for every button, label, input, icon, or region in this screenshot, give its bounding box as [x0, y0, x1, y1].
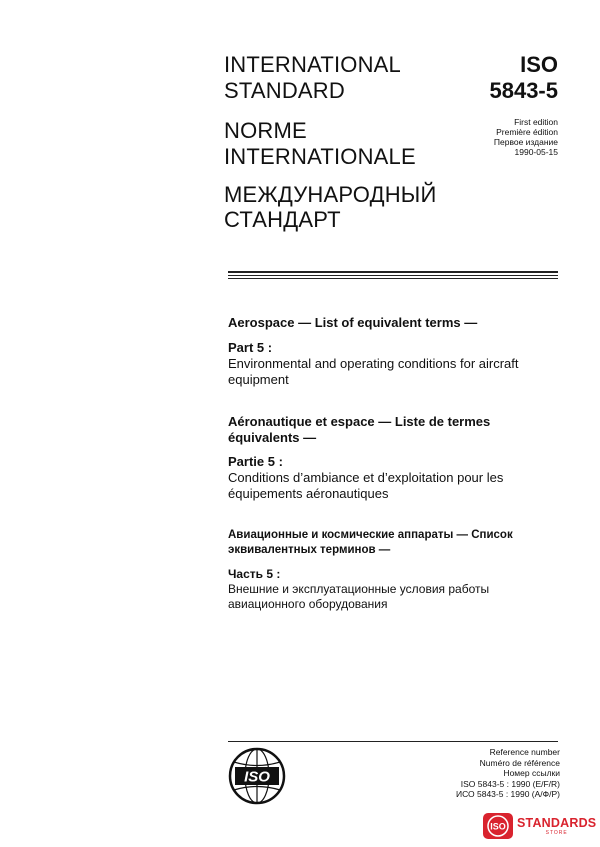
- section-ru-part: Часть 5 :: [228, 567, 281, 581]
- title-fr-line-1: NORME: [224, 118, 307, 143]
- section-fr-text-1: Conditions d’ambiance et d’exploitation pour les: [228, 470, 504, 485]
- section-fr-title-2: équivalents —: [228, 430, 317, 445]
- edition-en: First edition: [514, 117, 558, 127]
- section-fr-text-2: équipements aéronautiques: [228, 486, 389, 501]
- iso-badge-icon: [482, 812, 514, 840]
- store-label: STANDARDS: [517, 815, 597, 830]
- section-fr: [228, 414, 558, 502]
- section-en-text-1: Environmental and operating conditions for aircraft: [228, 356, 519, 371]
- iso-globe-icon: [228, 747, 286, 805]
- title-en-line-1: INTERNATIONAL: [224, 52, 401, 77]
- iso-standards-store-watermark: [482, 812, 596, 840]
- ref-line-2: Numéro de référence: [479, 757, 560, 768]
- footer-rule: [228, 741, 558, 742]
- title-en-line-2: STANDARD: [224, 78, 345, 103]
- section-en-title: Aerospace — List of equivalent terms —: [228, 315, 478, 330]
- section-ru-title-1: Авиационные и космические аппараты — Список: [228, 529, 513, 541]
- divider-rule-3: [228, 278, 558, 279]
- iso-number: 5843-5: [489, 78, 558, 103]
- edition-fr: Première édition: [496, 127, 558, 137]
- edition-date: 1990-05-15: [514, 147, 558, 157]
- title-ru-line-2: СТАНДАРТ: [224, 207, 341, 232]
- divider-rule-2: [228, 275, 558, 276]
- ref-line-3: Номер ссылки: [503, 768, 560, 778]
- store-label-group: [517, 817, 596, 836]
- section-ru-text-1: Внешние и эксплуатационные условия работы: [228, 582, 490, 596]
- section-en: [228, 315, 558, 388]
- store-sublabel: STORE: [545, 829, 568, 836]
- edition-block: [494, 117, 558, 157]
- ref-line-4: ISO 5843-5 : 1990 (E/F/R): [460, 778, 560, 789]
- iso-logo: [228, 747, 286, 805]
- section-fr-title-1: Aéronautique et espace — Liste de termes: [228, 414, 491, 429]
- section-en-part: Part 5 :: [228, 340, 273, 355]
- section-ru-text-2: авиационного оборудования: [228, 597, 388, 611]
- section-en-text-2: equipment: [228, 372, 289, 387]
- title-fr-line-2: INTERNATIONALE: [224, 144, 416, 169]
- edition-ru: Первое издание: [493, 137, 558, 147]
- ref-line-5: ИСО 5843-5 : 1990 (А/Ф/Р): [455, 789, 560, 799]
- reference-block: [456, 747, 560, 800]
- section-fr-part: Partie 5 :: [228, 454, 283, 469]
- section-ru-title-2: эквивалентных терминов —: [228, 544, 391, 556]
- ref-line-1: Reference number: [489, 747, 560, 757]
- iso-label: ISO: [520, 52, 558, 77]
- badge-text: ISO: [490, 821, 506, 832]
- divider-rule-1: [228, 271, 558, 273]
- iso-logo-text: ISO: [244, 768, 270, 786]
- section-ru: [228, 528, 558, 612]
- title-ru-line-1: МЕЖДУНАРОДНЫЙ: [224, 182, 437, 207]
